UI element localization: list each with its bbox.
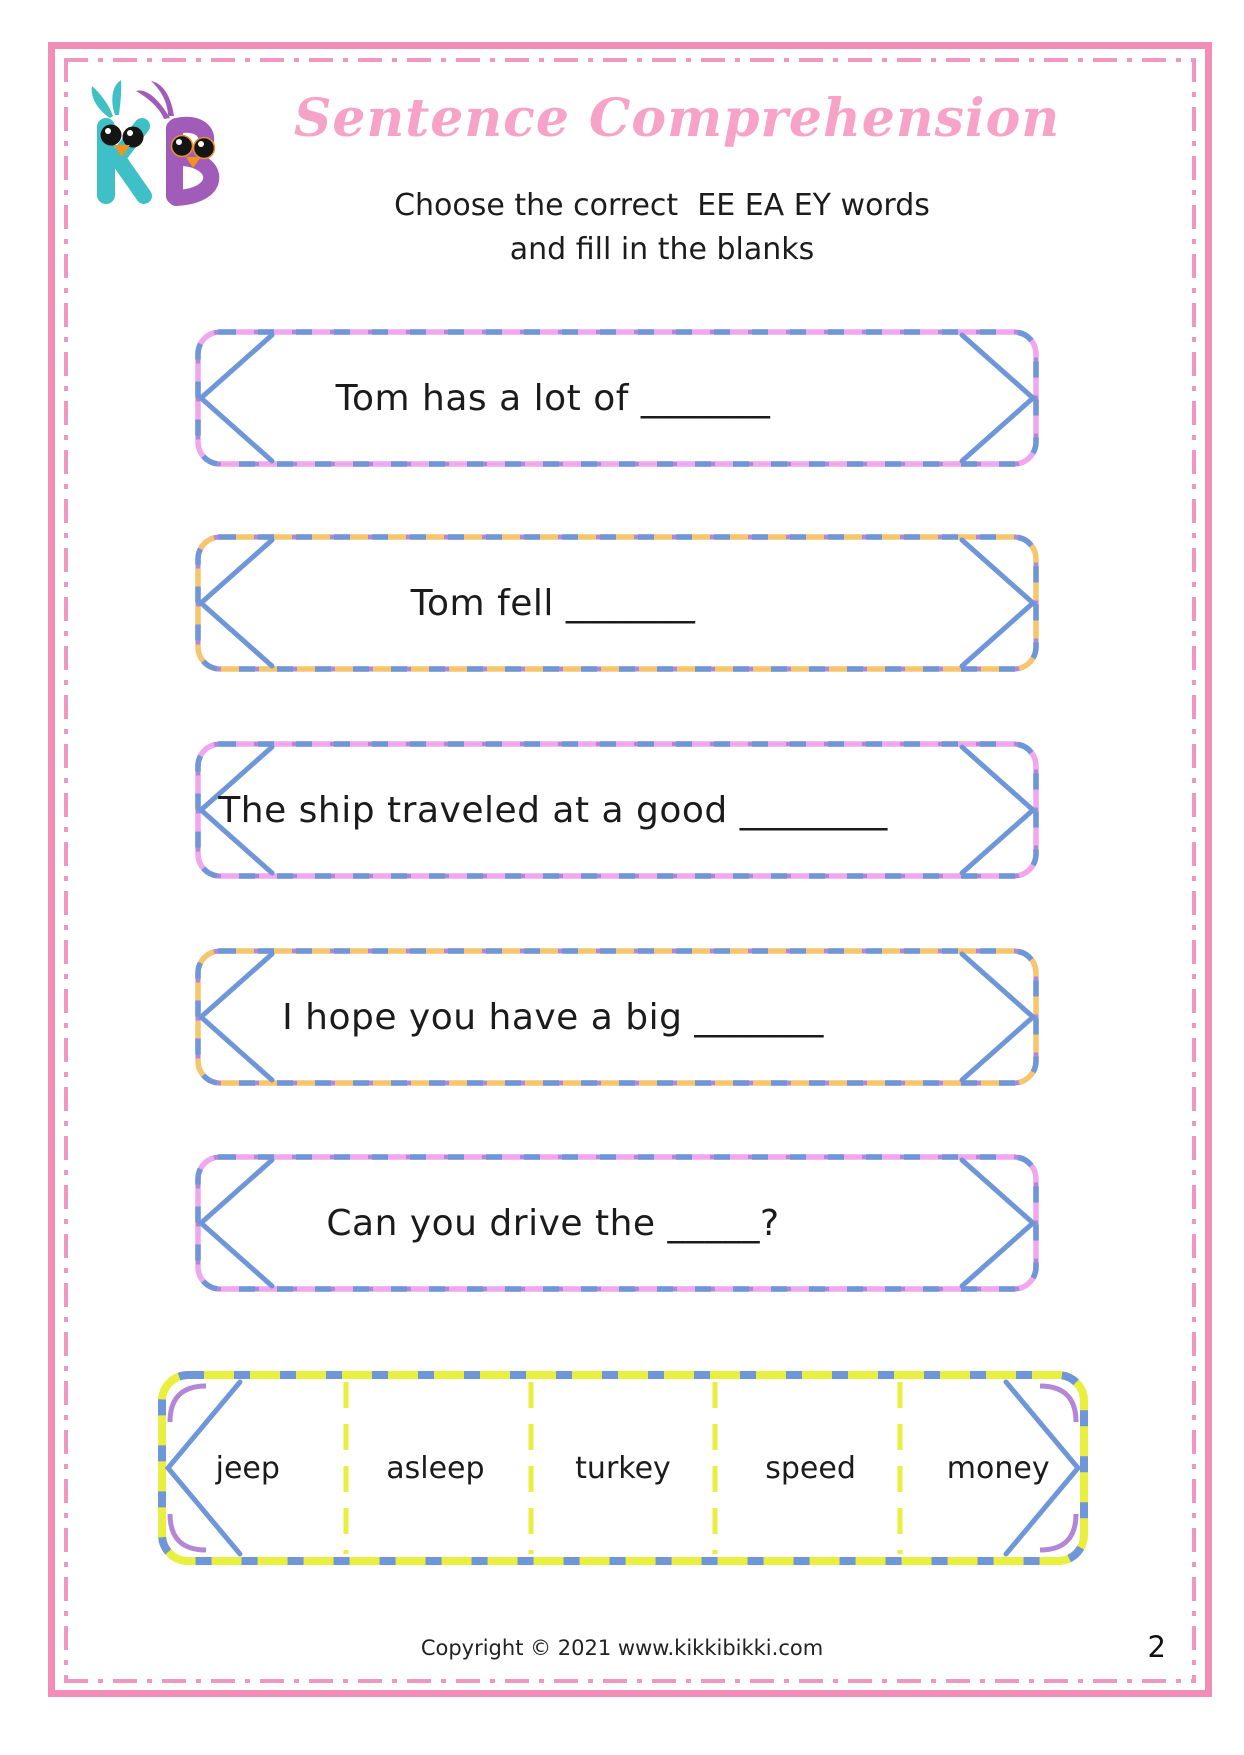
sentence-box-4[interactable]: [188, 944, 1046, 1090]
border-edge-top: [64, 58, 1196, 62]
instructions-line-1: Choose the correct EE EA EY words: [394, 188, 930, 223]
border-edge-left: [64, 58, 68, 1683]
sentence-box-2[interactable]: [188, 530, 1046, 676]
page-number: 2: [1147, 1630, 1166, 1664]
word-bank-words: [154, 1370, 1092, 1566]
sentence-text: Tom fell _______: [410, 582, 696, 624]
sentence-text: Tom has a lot of _______: [335, 377, 771, 419]
word-option-turkey[interactable]: turkey: [575, 1450, 671, 1486]
word-bank: [154, 1370, 1092, 1566]
border-edge-bottom: [64, 1679, 1196, 1683]
sentence-text: Can you drive the _____?: [326, 1202, 780, 1244]
page-title: Sentence Comprehension: [293, 88, 1061, 149]
sentence-box-1[interactable]: [188, 325, 1046, 471]
word-option-speed[interactable]: speed: [765, 1450, 856, 1486]
border-edge-right: [1192, 58, 1196, 1683]
copyright-text: Copyright © 2021 www.kikkibikki.com: [420, 1636, 824, 1660]
sentence-box-3[interactable]: [188, 737, 1046, 883]
sentence-text: I hope you have a big _______: [282, 996, 824, 1038]
sentence-text: The ship traveled at a good ________: [218, 789, 888, 831]
word-option-money[interactable]: money: [946, 1450, 1050, 1486]
word-option-asleep[interactable]: asleep: [386, 1450, 485, 1486]
word-option-jeep[interactable]: jeep: [215, 1450, 280, 1486]
sentence-box-5[interactable]: [188, 1150, 1046, 1296]
instructions-line-2: and fill in the blanks: [509, 232, 815, 267]
